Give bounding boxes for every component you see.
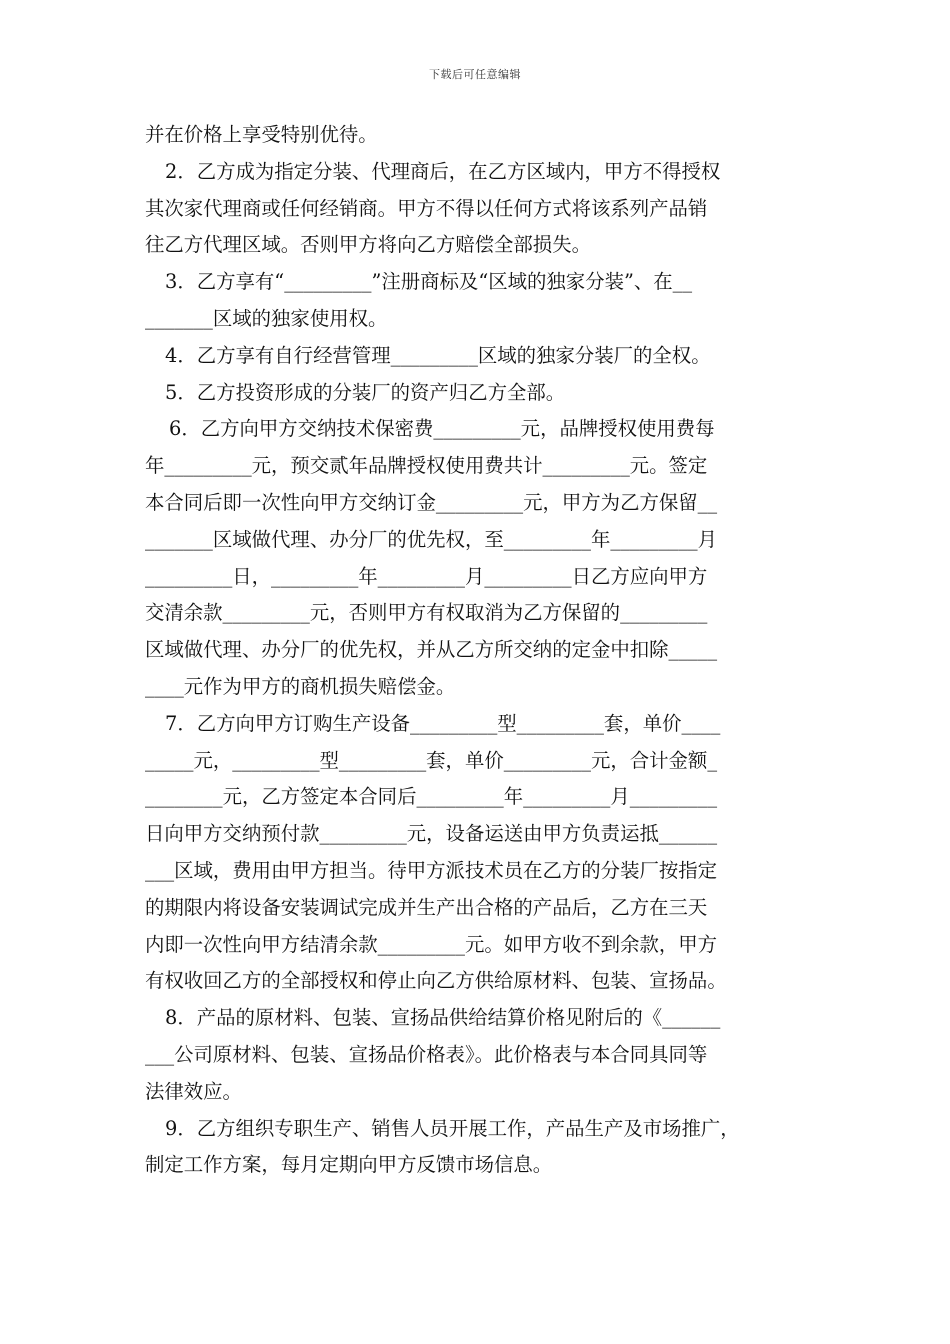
clause-2-line: 2．乙方成为指定分装、代理商后，在乙方区域内，甲方不得授权 [165, 159, 721, 183]
clause-4-line: 4．乙方享有自行经营管理_________区域的独家分装厂的全权。 [165, 343, 711, 367]
clause-6-line: 6．乙方向甲方交纳技术保密费_________元，品牌授权使用费每 [169, 417, 715, 441]
text-line: _________日，_________年_________月_________日乙方应向甲方 [145, 564, 708, 588]
text-line: 本合同后即一次性向甲方交纳订金_________元，甲方为乙方保留__ [145, 490, 718, 514]
text-line: 区域做代理、办分厂的优先权，并从乙方所交纳的定金中扣除_____ [145, 638, 718, 662]
text-line: 法律效应。 [145, 1079, 242, 1103]
clause-7-line: 7．乙方向甲方订购生产设备_________型_________套，单价____ [165, 711, 721, 735]
text-line: 的期限内将设备安装调试完成并生产出合格的产品后，乙方在三天 [145, 895, 708, 919]
text-line: 制定工作方案，每月定期向甲方反馈市场信息。 [145, 1153, 553, 1177]
text-line: _______区域的独家使用权。 [145, 306, 388, 330]
text-line: ___公司原材料、包装、宣扬品价格表》。此价格表与本合同具同等 [145, 1042, 708, 1066]
text-line: 有权收回乙方的全部授权和停止向乙方供给原材料、包装、宣扬品。 [145, 969, 727, 993]
clause-8-line: 8．产品的原材料、包装、宣扬品供给结算价格见附后的《______ [165, 1006, 721, 1030]
clause-5-line: 5．乙方投资形成的分装厂的资产归乙方全部。 [165, 380, 566, 404]
text-line: 日向甲方交纳预付款_________元，设备运送由甲方负责运抵______ [145, 822, 718, 846]
text-line: _____元，_________型_________套，单价_________元，合计金额_ [145, 748, 718, 772]
text-line: ___区域，费用由甲方担当。待甲方派技术员在乙方的分装厂按指定 [145, 858, 718, 882]
clause-9-line: 9．乙方组织专职生产、销售人员开展工作，产品生产及市场推广， [165, 1116, 740, 1140]
text-line: _______区域做代理、办分厂的优先权，至_________年_________月 [145, 527, 718, 551]
text-line: 内即一次性向甲方结清余款_________元。如甲方收不到余款，甲方 [145, 932, 718, 956]
text-line: 其次家代理商或任何经销商。甲方不得以任何方式将该系列产品销 [145, 196, 708, 220]
clause-3-line: 3．乙方享有“_________”注册商标及“区域的独家分装”、在__ [165, 270, 693, 294]
text-line: 交清余款_________元，否则甲方有权取消为乙方保留的_________ [145, 601, 708, 625]
page-header-note: 下载后可任意编辑 [429, 68, 521, 81]
text-line: ____元作为甲方的商机损失赔偿金。 [145, 674, 456, 698]
text-line: 并在价格上享受特别优待。 [145, 123, 378, 146]
contract-body [145, 117, 810, 1184]
text-line: 往乙方代理区域。否则甲方将向乙方赔偿全部损失。 [145, 233, 591, 257]
text-line: 年_________元，预交贰年品牌授权使用费共计_________元。签定 [145, 454, 708, 478]
text-line: ________元，乙方签定本合同后_________年_________月_________ [145, 785, 718, 809]
